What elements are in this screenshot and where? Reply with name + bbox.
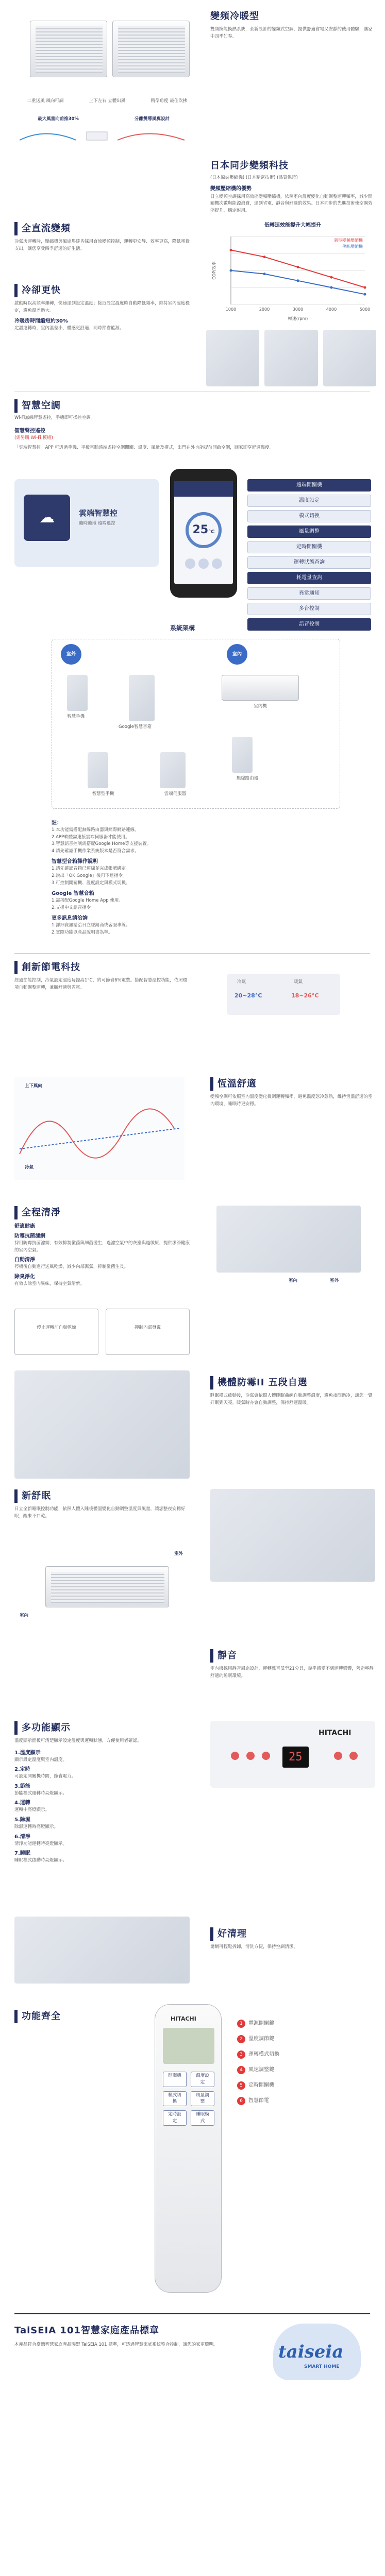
comfort-sub2: 冷氣: [25, 1165, 34, 1170]
quiet-section: [0, 1649, 385, 1721]
remote-feature-text-2: 運轉模式切換: [248, 2052, 279, 2057]
smart-feature-4: 定時開關機: [247, 541, 371, 553]
fresh-body: 日立全新睡眠控制功能，依照人體入睡後體溫變化自動調整溫度與風量，讓您整夜安穩好眠，醒來不口乾。: [14, 1506, 186, 1519]
cold-body: 冷氣房運轉時，壓縮機與風扇馬達皆採用直流變頻控制，運轉更安靜、效率更高，降低電費支出，讓您享受四季舒適的好生活。: [14, 239, 190, 251]
data-point: [364, 286, 366, 289]
clean-sub: 舒適健康: [14, 1224, 35, 1229]
phone-btn-2[interactable]: [198, 558, 209, 569]
net-item-4: 室內機: [254, 704, 267, 709]
phone-btn-3[interactable]: [212, 558, 222, 569]
smart-desc: Wi-Fi無線智慧遙控，手機即可操控空調。: [14, 415, 95, 420]
ac-unit-side: [112, 21, 190, 77]
func-body: 溫度顯示面板可清楚顯示設定溫度與運轉狀態，方便使用者確認。: [14, 1738, 142, 1743]
cold-section: [0, 222, 385, 392]
remote-feature-text-4: 定時開關機: [248, 2082, 274, 2088]
indoor-unit-icon: [222, 675, 299, 701]
hero-label-right: 分離雙導風翼設計: [134, 116, 170, 122]
efficiency-chart: [210, 229, 375, 322]
sync-subtitle: (日本原裝壓縮機) (日本精密技術) (品質保證): [210, 175, 298, 180]
room-illustration-3: [323, 330, 376, 386]
remote-key-5[interactable]: 睡眠模式: [191, 2110, 214, 2126]
data-point: [297, 266, 299, 268]
note4-1: 2.實際功能以產品說明書為準。: [52, 929, 113, 935]
smart-feature-1: 溫度設定: [247, 495, 371, 507]
note3-1: 2.支援中文語音指令。: [52, 905, 95, 910]
data-point: [364, 293, 366, 296]
server-icon: [160, 752, 186, 788]
sync-section: [0, 155, 385, 222]
cloud-sub: 隨時隨地 遠端遙控: [79, 521, 115, 526]
remote-screen: [163, 2028, 214, 2064]
func-item-desc-3: 運轉中亮燈顯示。: [14, 1807, 50, 1813]
net-item-1: Google智慧音箱: [119, 724, 152, 730]
remote-feature-num-1: 2: [237, 2035, 245, 2043]
smart-feature-2: 模式切換: [247, 510, 371, 522]
remote-feature-num-5: 6: [237, 2097, 245, 2105]
room-illustration-1: [206, 330, 259, 386]
data-point: [263, 273, 266, 275]
func-item-desc-4: 除濕運轉時亮燈顯示。: [14, 1824, 59, 1829]
comfort-sub1: 上下風向: [25, 1083, 43, 1089]
x-axis-label: 轉速(rpm): [288, 316, 308, 321]
x-tick-label: 2000: [259, 307, 270, 312]
notes-list3: [52, 897, 361, 911]
sleep-body: 睡眠模式啟動後，冷氣會依照人體睡眠曲線自動調整溫度，避免夜間過冷，讓您一覺好眠到天亮。暖氣時亦會自動調整，保持舒適溫暖。: [210, 1393, 373, 1405]
smart-title: 智慧空調: [22, 400, 61, 411]
notes-list: [52, 827, 361, 855]
sync-title: 日本同步變頻科技: [210, 160, 289, 171]
func-item-title-2: 3.節能: [14, 1783, 30, 1789]
notes-list4: [52, 922, 361, 936]
filter-image: [216, 1206, 361, 1273]
smart-feature-8: 多台控制: [247, 603, 371, 615]
easy-body: 濾網可輕鬆拆卸，清洗方便，保持空調清潔。: [210, 1944, 298, 1950]
remote-brand: HITACHI: [171, 2015, 196, 2022]
clean-label-a: 室內: [289, 1278, 298, 1283]
net-item-0: 智慧手機: [67, 714, 85, 719]
taiseia-section: [0, 2308, 385, 2463]
phone-temp-unit: °C: [208, 529, 215, 535]
remote-feature-text-0: 電源開關鍵: [248, 2021, 274, 2026]
remote-feature-1: [237, 2035, 376, 2043]
smart-feature-7: 異常通知: [247, 587, 371, 600]
phone-icon: [88, 752, 108, 788]
y-axis-label: COP/效率: [212, 261, 216, 280]
remote-feature-text-1: 溫度調節鍵: [248, 2036, 274, 2042]
fresh-title: 新舒眠: [22, 1490, 51, 1501]
remote-feature-3: [237, 2066, 376, 2074]
smart-feature-0: 遠端開關機: [247, 479, 371, 492]
panel-temp: 25: [282, 1747, 309, 1768]
room-illustration-2: [264, 330, 317, 386]
remote-key-3[interactable]: 風量調整: [191, 2091, 214, 2107]
remote-key-0[interactable]: 開關機: [163, 2072, 187, 2087]
note2-1: 2.說出「OK Google」後再下達指令。: [52, 873, 127, 878]
phone-mockup: [170, 469, 237, 598]
remote-feature-0: [237, 2020, 376, 2028]
quiet-title: 靜音: [217, 1650, 237, 1661]
cold-sub2: 冷暖房時間縮短約30%: [14, 318, 68, 325]
note-1: 2.APP軟體需連接雲端伺服器才能使用。: [52, 834, 130, 840]
smart-feature-3: 風量調整: [247, 526, 371, 538]
remote-feature-text-3: 風速調整鍵: [248, 2067, 274, 2073]
func-item-title-3: 4.運轉: [14, 1800, 30, 1806]
temp-range1: 20~28°C: [235, 992, 262, 999]
comfort-title: 恆溫舒適: [217, 1078, 257, 1089]
sync-body: 日立變頻空調採用高效能變頻壓縮機，依照室內溫度變化自動調整運轉頻率，減少開關機次數與能源浪費，達到省電、靜音與舒適的效果。日本同步的先進技術使空調效能提升，穩定耐用。: [210, 194, 373, 213]
func-item-desc-0: 顯示設定溫度與室內溫度。: [14, 1757, 68, 1762]
x-tick-label: 3000: [292, 307, 304, 312]
clean-box2-text: 抑制內部發霉: [134, 1325, 161, 1330]
fresh-label-out: 室外: [174, 1551, 183, 1556]
clean-box1-text: 停止運轉前自動乾燥: [37, 1325, 76, 1330]
remote-key-1[interactable]: 溫度設定: [191, 2072, 214, 2087]
note3-0: 1.需搭配Google Home App 使用。: [52, 898, 123, 904]
sleep-title-big: 機體防霉II 五段自選: [217, 1377, 308, 1388]
temp-section: [0, 953, 385, 1072]
temp-title: 創新節電科技: [22, 962, 80, 973]
x-tick-label: 5000: [359, 307, 371, 312]
remote-section: [0, 1989, 385, 2308]
notes-list2: [52, 866, 361, 887]
func-item-desc-5: 清淨功能運轉時亮燈顯示。: [14, 1841, 68, 1846]
taiseia-logo-sub: SMART HOME: [304, 2364, 340, 2369]
data-point: [230, 269, 232, 272]
indoor-label: 室內: [227, 644, 247, 665]
data-point: [297, 279, 299, 282]
smart-feature-list: [247, 479, 371, 631]
phone2-icon: [232, 737, 253, 773]
clean-body2: 停機後自動進行送風乾燥，減少內部濕氣，抑制黴菌生長。: [14, 1264, 129, 1270]
clean-label-b: 室外: [330, 1278, 339, 1283]
sleep-section: [0, 1365, 385, 1489]
func-section: [0, 1721, 385, 1989]
func-item-title-5: 6.清淨: [14, 1834, 30, 1840]
sleep-image: [14, 1370, 190, 1479]
panel-led-3: [262, 1752, 270, 1760]
taiseia-body: 本產品符合臺灣智慧家庭產品聯盟 TaiSEIA 101 標準，可透過智慧家庭系統整合控制，讓您的家更聰明。: [14, 2342, 218, 2347]
router-icon: [129, 675, 155, 721]
temp-range-label2: 暖氣: [294, 979, 303, 985]
remote-title: 功能齊全: [22, 2011, 61, 2022]
hero-desc: 雙頻換能換熱系統，全新設計的變頻式空調，提供舒適省電又安靜的使用體驗，讓家中四季如春。: [210, 27, 373, 39]
remote-key-4[interactable]: 定時設定: [163, 2110, 187, 2126]
x-tick-label: 1000: [225, 307, 237, 312]
func-item-title-1: 2.定時: [14, 1767, 30, 1773]
clean-section: [0, 1200, 385, 1365]
clean-title: 全程清淨: [22, 1207, 61, 1218]
smart-feature-9: 語音控制: [247, 618, 371, 631]
net-item-5: 智慧型手機: [92, 791, 114, 796]
func-item-title-4: 5.除濕: [14, 1817, 30, 1823]
smart-sub: 智慧聲控遙控: [14, 428, 45, 434]
data-point: [230, 249, 232, 251]
remote-control: [155, 2004, 222, 2293]
remote-feature-2: [237, 2050, 376, 2059]
chart-title: 低轉速效能提升大幅提升: [264, 223, 321, 228]
sync-points-title: 變頻壓縮機的優勢: [210, 185, 252, 192]
legend-entry-0: 新型變頻壓縮機: [334, 238, 363, 243]
remote-feature-text-5: 智慧節電: [248, 2098, 269, 2104]
smart-sub-red: (需另購 Wi-Fi 模組): [14, 435, 53, 440]
func-title: 多功能顯示: [22, 1722, 71, 1733]
temp-range-label1: 冷氣: [237, 979, 246, 985]
note-0: 1.本功能需搭配無線路由器與網際網路連線。: [52, 827, 139, 833]
net-item-3: 雲端伺服器: [164, 791, 187, 796]
ac-unit-front: [30, 21, 107, 77]
note-2: 3.智慧語音控制需搭配Google Home等支援裝置。: [52, 841, 152, 847]
note2-0: 1.請先確認音箱已連線並完成帳號綁定。: [52, 866, 130, 872]
network-section: [0, 623, 385, 953]
comfort-wave-chart: [14, 1077, 185, 1180]
remote-feature-5: [237, 2097, 376, 2105]
func-item-desc-2: 節能模式運轉時亮燈顯示。: [14, 1790, 68, 1796]
quiet-body: 室內機採用靜音風扇設計，運轉聲音低至21分貝，幾乎感受不到運轉聲響，營造寧靜舒適的睡眠環境。: [210, 1666, 374, 1679]
smart-body: 「雲端智慧控」APP 可透過手機、平板電腦遠端遙控空調開關、溫度、風量及模式，出門在外也能提前開啟空調，回家即享舒適溫度。: [14, 445, 274, 451]
remote-feature-num-4: 5: [237, 2081, 245, 2090]
func-item-list: [14, 1749, 190, 1865]
clean-box1: [14, 1309, 98, 1355]
note2-2: 3.可控制開關機、溫度設定與模式切換。: [52, 880, 130, 886]
data-point: [330, 286, 333, 289]
filter-clean-image: [14, 1917, 190, 1984]
bedroom-image: [210, 1489, 375, 1582]
notes-title3: Google 智慧音箱: [52, 891, 94, 897]
network-icons: [67, 675, 325, 799]
cold-title2: 冷卻更快: [22, 285, 61, 296]
hero-label-left: 最大風量向前推30%: [38, 116, 79, 122]
note-3: 4.請先確認手機作業系統版本是否符合需求。: [52, 848, 139, 854]
panel-led-5: [349, 1752, 358, 1760]
ac-exploded-unit: [45, 1566, 169, 1607]
smart-feature-6: 耗電量查詢: [247, 572, 371, 584]
clean-box2: [106, 1309, 190, 1355]
comfort-section: [0, 1072, 385, 1200]
remote-feature-num-0: 1: [237, 2020, 245, 2028]
temp-body: 經過節能控制，冷氣設定溫度每提高1°C，約可節省6%電費。搭配智慧溫控功能，依照環境自動調整運轉，兼顧舒適與省電。: [14, 978, 188, 990]
taiseia-title: TaiSEIA 101智慧家庭產品標章: [14, 2325, 160, 2336]
smart-speaker-icon: [67, 675, 88, 711]
hero-caption-2: 上下左右 立體出風: [89, 98, 126, 104]
cloud-icon: ☁: [24, 495, 70, 541]
func-item-desc-1: 可設定開關機時間，節省電力。: [14, 1774, 76, 1780]
display-panel: [210, 1721, 375, 1788]
panel-led-4: [334, 1752, 342, 1760]
remote-feature-num-3: 4: [237, 2066, 245, 2074]
panel-led-1: [231, 1752, 239, 1760]
remote-key-2[interactable]: 模式切換: [163, 2091, 187, 2107]
remote-feature-list: [237, 2020, 376, 2112]
legend-entry-1: 傳統壓縮機: [342, 244, 363, 249]
cloud-label: 雲端智慧控: [79, 509, 118, 518]
hero-caption-3: 精準角度 最佳吹拂: [150, 98, 188, 104]
notes-title: 註：: [52, 820, 62, 826]
phone-temp: 25: [192, 523, 209, 536]
clean-body3: 有效去除室內異味，保持空氣清新。: [14, 1281, 85, 1286]
easy-title: 好清理: [217, 1928, 247, 1939]
clean-sub3: 除臭淨化: [14, 1274, 35, 1280]
net-item-2: 無線路由器: [236, 776, 259, 781]
x-tick-label: 4000: [326, 307, 337, 312]
cold-title: 全直流變頻: [22, 223, 71, 234]
airflow-diagram: [14, 125, 195, 148]
network-title: 系統架構: [170, 624, 195, 632]
data-point: [330, 276, 333, 279]
cloud-badge: [14, 479, 159, 567]
cold-body2b: 定溫運轉時，室內溫差小，體感更舒適，同時節省能源。: [14, 326, 124, 331]
func-item-desc-6: 睡眠模式啟動時亮燈顯示。: [14, 1858, 68, 1863]
func-item-title-6: 7.睡眠: [14, 1851, 30, 1857]
func-item-title-0: 1.溫度顯示: [14, 1750, 41, 1756]
taiseia-logo-text: taiseia: [278, 2342, 344, 2362]
hero-title-bar: [210, 9, 375, 23]
remote-feature-num-2: 3: [237, 2050, 245, 2059]
clean-body: 採用防霉抗菌濾網，有效抑制黴菌與細菌滋生，過濾空氣中的灰塵與過敏原，提供潔淨健康的室內空氣。: [14, 1241, 190, 1253]
outdoor-label: 室外: [61, 644, 81, 665]
smart-feature-5: 運轉狀態查詢: [247, 556, 371, 569]
remote-feature-4: [237, 2081, 376, 2090]
taiseia-logo: [268, 2324, 366, 2396]
notes-title4: 更多訊息請洽詢: [52, 916, 88, 922]
notes-title2: 智慧型音箱操作說明: [52, 859, 98, 865]
comfort-body: 變頻空調可依照室內溫度變化微調運轉頻率，避免溫度忽冷忽熱，維持恆溫舒適的室內環境，睡眠時更安穩。: [210, 1094, 373, 1107]
fresh-label-in: 室內: [20, 1613, 29, 1618]
hero-caption-1: 二重送風 風向可調: [27, 98, 64, 104]
phone-btn-1[interactable]: [185, 558, 195, 569]
note4-0: 1.詳細資訊請洽日立經銷商或客服專線。: [52, 923, 130, 928]
clean-body-title: 防霉抗菌濾網: [14, 1233, 45, 1239]
cold-body2: 啟動時以高頻率運轉，快速達到設定溫度；接近設定溫度時自動降低頻率，維持室內溫度穩定，避免溫差過大。: [14, 301, 190, 313]
data-point: [263, 256, 266, 258]
smart-section: [0, 392, 385, 627]
hero-section: [0, 0, 385, 155]
clean-sub2: 自動清淨: [14, 1257, 35, 1263]
panel-brand: HITACHI: [319, 1729, 351, 1737]
series-line-1: [231, 270, 365, 294]
hero-title: 變頻冷暖型: [210, 11, 259, 22]
panel-led-2: [246, 1752, 255, 1760]
fresh-section: [0, 1489, 385, 1649]
remote-buttons: [163, 2072, 214, 2126]
temp-range2: 18~26°C: [291, 992, 319, 999]
